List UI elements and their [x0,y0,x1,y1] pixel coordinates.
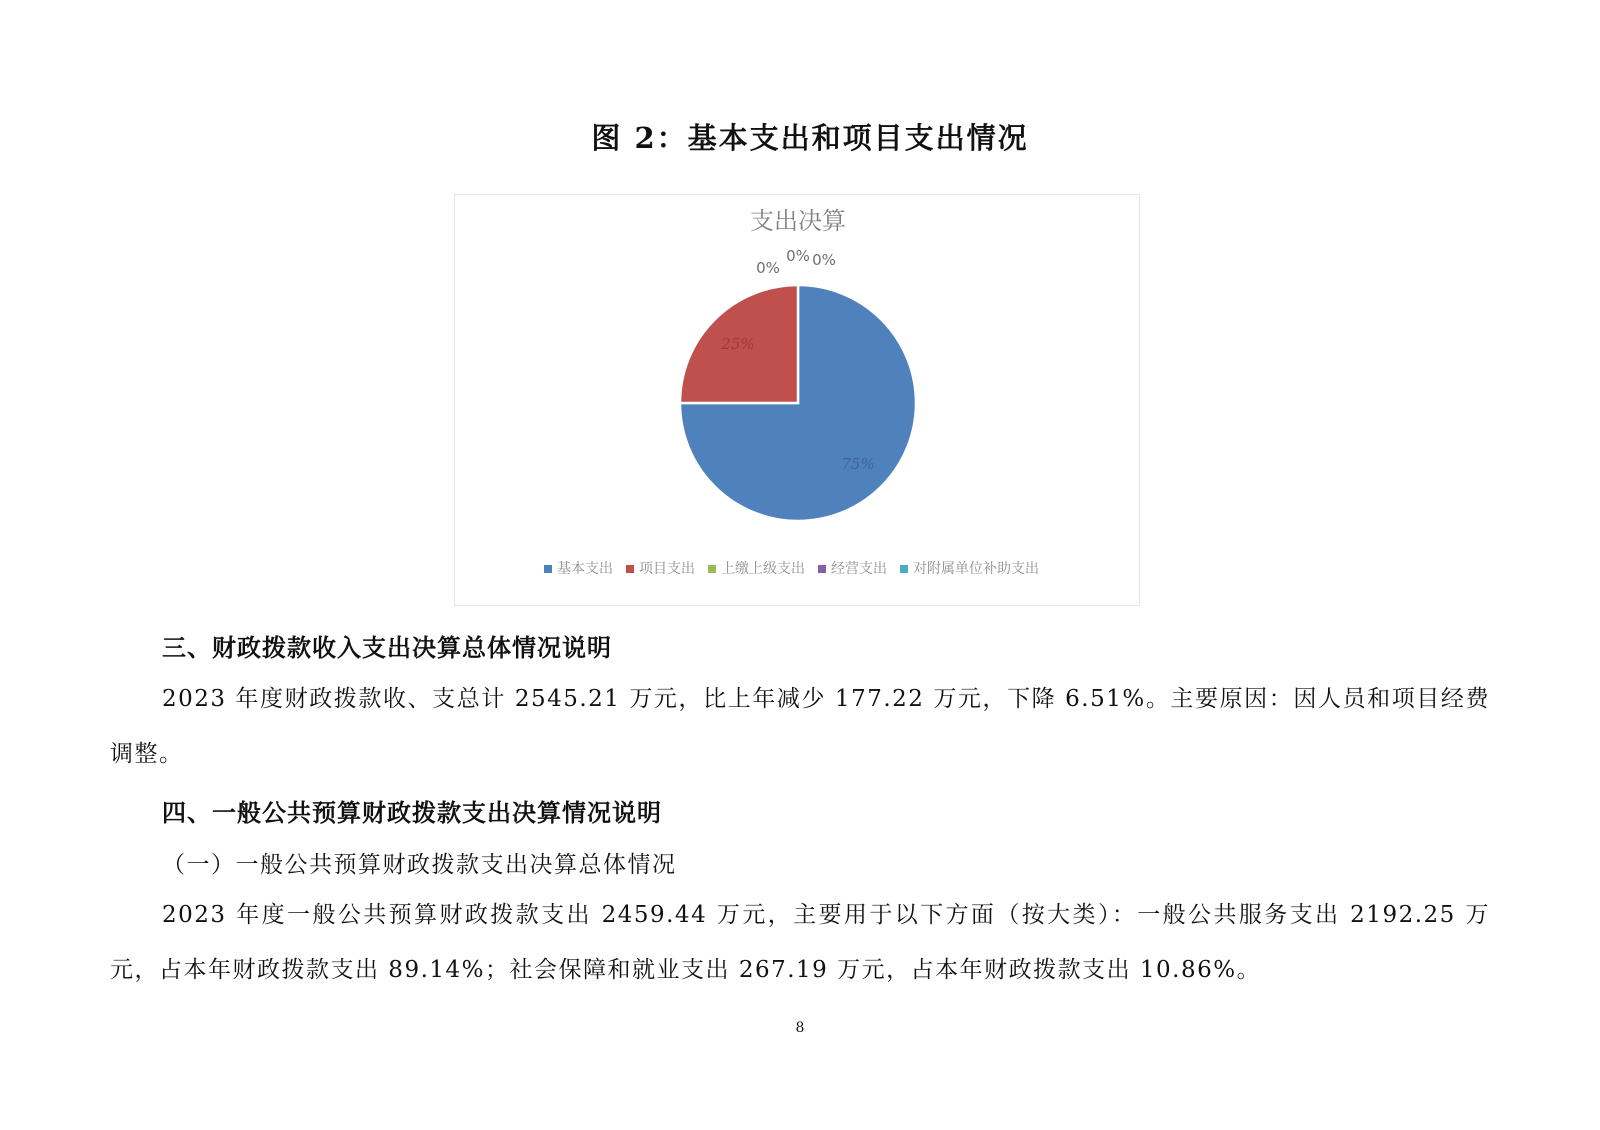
figure-title: 图 2：基本支出和项目支出情况 [591,121,1029,155]
pie-slices [680,285,916,521]
chart-title: 支出决算 [750,207,846,235]
legend-swatch-2 [708,565,716,573]
legend-label-4: 对附属单位补助支出 [913,561,1039,577]
pie-data-label-1: 25% [721,334,755,353]
legend-label-3: 经营支出 [831,561,887,577]
chart-legend [544,560,1039,577]
section-4-subheading: （一）一般公共预算财政拨款支出决算总体情况 [162,852,677,878]
pie-chart-svg [455,195,1141,607]
section-4-heading: 四、一般公共预算财政拨款支出决算情况说明 [162,799,662,827]
pie-data-label-4: 0% [812,251,836,269]
pie-data-label-3: 0% [786,247,810,265]
section-4-paragraph: 2023 年度一般公共预算财政拨款支出 2459.44 万元，主要用于以下方面（按大类）：一般公共服务支出 2192.25 万元，占本年财政拨款支出 89.14%；社会保障和就业支出 267.19 万元，占本年财政拨款支出 10.86%。 [110,902,1490,983]
legend-swatch-3 [818,565,826,573]
legend-swatch-0 [544,565,552,573]
section-3-heading: 三、财政拨款收入支出决算总体情况说明 [162,634,612,662]
legend-swatch-1 [626,565,634,573]
legend-label-0: 基本支出 [557,561,613,577]
pie-data-label-0: 75% [841,455,875,474]
page-number: 8 [795,1020,805,1036]
legend-swatch-4 [900,565,908,573]
legend-label-2: 上缴上级支出 [721,561,805,577]
pie-chart [454,194,1140,606]
pie-data-label-2: 0% [756,259,780,277]
section-3-paragraph: 2023 年度财政拨款收、支总计 2545.21 万元，比上年减少 177.22 万元，下降 6.51%。主要原因：因人员和项目经费调整。 [110,686,1490,767]
legend-label-1: 项目支出 [639,561,695,577]
